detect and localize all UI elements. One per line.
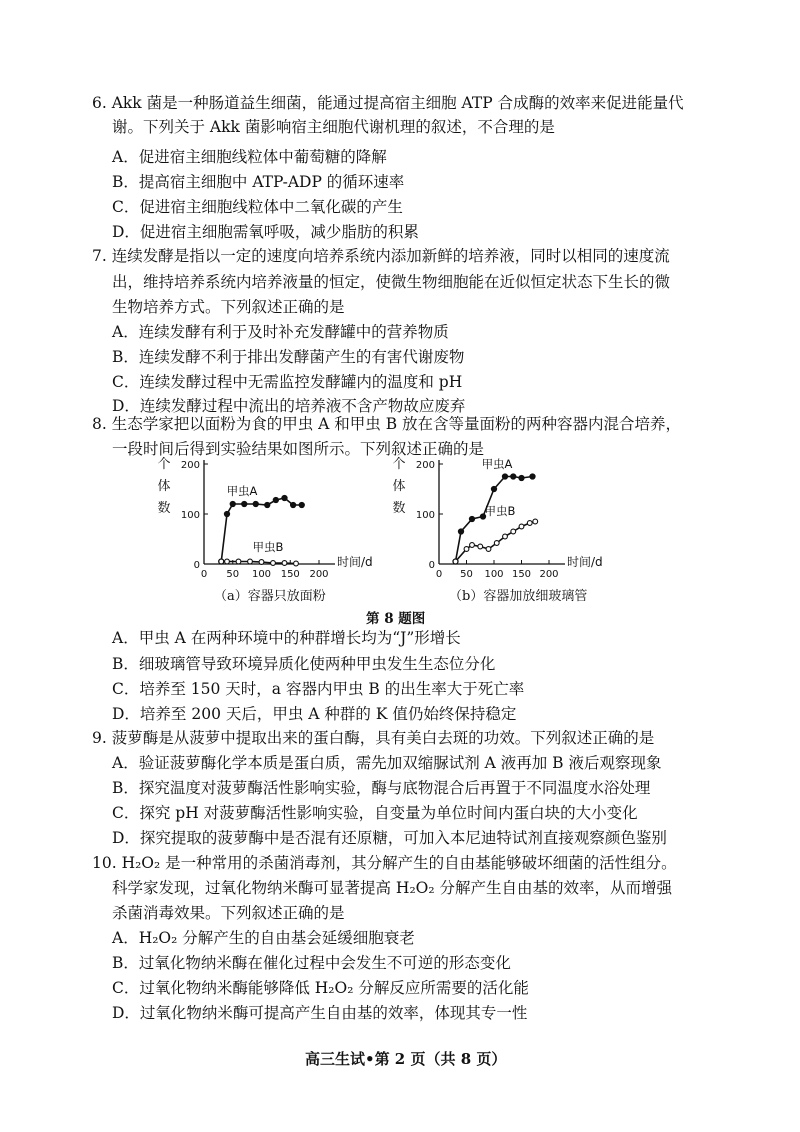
chart-a-point [282, 495, 287, 500]
chart-a-ytick-label: 100 [180, 510, 200, 521]
chart-a-caption: （a）容器只放面粉 [214, 589, 326, 604]
q6-option-b: B．提高宿主细胞中 ATP-ADP 的循环速率 [112, 173, 405, 191]
q10-stem-line1: 10. H₂O₂ 是一种常用的杀菌消毒剂，其分解产生的自由基能够破坏细菌的活性组分。 [92, 854, 677, 872]
chart-a-point [259, 560, 264, 565]
chart-b-point [458, 529, 463, 534]
chart-b-ytick-label: 200 [415, 460, 435, 471]
chart-a-series-label: 甲虫B [252, 540, 284, 554]
chart-b-ylabel-char: 体 [392, 479, 406, 494]
chart-b-xtick-label: 200 [539, 569, 559, 580]
chart-a-point [230, 501, 235, 506]
chart-a-ytick-label: 0 [193, 560, 200, 571]
q6-stem-line2: 谢。下列关于 Akk 菌影响宿主细胞代谢机理的叙述，不合理的是 [112, 118, 555, 136]
chart-b-xtick-label: 150 [511, 569, 532, 580]
chart-b-series-label: 甲虫A [481, 457, 513, 471]
q10-option-c: C．过氧化物纳米酶能够降低 H₂O₂ 分解反应所需要的活化能 [112, 979, 529, 997]
q6-stem-line1: 6. Akk 菌是一种肠道益生细菌，能通过提高宿主细胞 ATP 合成酶的效率来促进能量代 [92, 94, 684, 112]
chart-b-point [527, 521, 532, 526]
q6-option-c: C．促进宿主细胞线粒体中二氧化碳的产生 [112, 198, 403, 216]
chart-b-point [470, 543, 475, 548]
q9-option-a: A．验证菠萝酶化学本质是蛋白质，需先加双缩脲试剂 A 液再加 B 液后观察现象 [112, 754, 662, 772]
chart-b-caption: （b）容器加放细玻璃管 [449, 589, 588, 604]
chart-a-point [236, 559, 241, 564]
q7-option-a: A．连续发酵有利于及时补充发酵罐中的营养物质 [112, 323, 449, 341]
chart-a-xtick-label: 200 [309, 569, 329, 580]
q8-option-a: A．甲虫 A 在两种环境中的种群增长均为“J”形增长 [112, 629, 461, 647]
chart-b-point [519, 524, 524, 529]
q6-option-a: A．促进宿主细胞线粒体中葡萄糖的降解 [112, 148, 387, 166]
chart-b-point [453, 559, 458, 564]
q10-stem-line2: 科学家发现，过氧化物纳米酶可显著提高 H₂O₂ 分解产生自由基的效率，从而增强 [112, 879, 673, 897]
chart-b-point [519, 475, 524, 480]
chart-a-ylabel-char: 个 [157, 457, 171, 472]
chart-a-point [225, 559, 230, 564]
chart-b-point [491, 486, 496, 491]
chart-b-xlabel: 时间/d [567, 555, 603, 569]
chart-b-xtick-label: 50 [460, 569, 473, 580]
chart-a-point [265, 502, 270, 507]
chart-a-point [219, 559, 224, 564]
chart-a-ylabel-char: 数 [157, 501, 171, 516]
chart-a-series-label: 甲虫A [226, 484, 258, 498]
chart-a-point [299, 502, 304, 507]
q8-stem-line1: 8. 生态学家把以面粉为食的甲虫 A 和甲虫 B 放在含等量面粉的两种容器内混合培养， [92, 415, 682, 433]
chart-a-xlabel: 时间/d [337, 555, 373, 569]
chart-a-ylabel-char: 体 [157, 479, 171, 494]
q7-stem-line1: 7. 连续发酵是指以一定的速度向培养系统内添加新鲜的培养液，同时以相同的速度流 [92, 247, 670, 265]
chart-b-point [503, 534, 508, 539]
chart-a-xtick-label: 0 [200, 569, 208, 580]
chart-b [385, 455, 625, 585]
q10-stem-line3: 杀菌消毒效果。下列叙述正确的是 [112, 904, 345, 922]
chart-a-xtick-label: 100 [251, 569, 272, 580]
q7-option-c: C．连续发酵过程中无需监控发酵罐内的温度和 pH [112, 373, 463, 391]
q9-option-b: B．探究温度对菠萝酶活性影响实验，酶与底物混合后再置于不同温度水浴处理 [112, 779, 651, 797]
figure-title: 第 8 题图 [366, 611, 426, 627]
q7-stem-line3: 生物培养方式。下列叙述正确的是 [112, 298, 345, 316]
chart-b-xtick-label: 0 [435, 569, 443, 580]
chart-a-point [282, 561, 287, 566]
chart-b-point [478, 544, 483, 549]
chart-b-point [530, 474, 535, 479]
chart-b-ytick-label: 0 [428, 560, 435, 571]
q8-stem-line2: 一段时间后得到实验结果如图所示。下列叙述正确的是 [112, 440, 485, 458]
chart-a-xtick-label: 50 [226, 569, 240, 580]
chart-b-point [533, 519, 538, 524]
chart-a-point [242, 501, 247, 506]
chart-b-ytick-label: 100 [415, 510, 435, 521]
page-footer: 高三生试•第 2 页（共 8 页） [305, 1050, 507, 1068]
chart-b-point [469, 516, 474, 521]
chart-b-point [511, 474, 516, 479]
q8-option-d: D．培养至 200 天后，甲虫 A 种群的 K 值仍始终保持稳定 [112, 705, 517, 723]
chart-b-point [486, 547, 491, 552]
q8-option-c: C．培养至 150 天时，a 容器内甲虫 B 的出生率大于死亡率 [112, 680, 525, 698]
q10-option-b: B．过氧化物纳米酶在催化过程中会发生不可逆的形态变化 [112, 954, 511, 972]
chart-b-point [511, 529, 516, 534]
q9-option-c: C．探究 pH 对菠萝酶活性影响实验，自变量为单位时间内蛋白块的大小变化 [112, 804, 638, 822]
chart-a-point [271, 561, 276, 566]
chart-a-point [273, 497, 278, 502]
q10-option-a: A．H₂O₂ 分解产生的自由基会延缓细胞衰老 [112, 929, 415, 947]
chart-a-point [253, 501, 258, 506]
chart-a-xtick-label: 150 [280, 569, 300, 580]
q7-stem-line2: 出，维持培养系统内培养液量的恒定，使微生物细胞能在近似恒定状态下生长的微 [112, 273, 671, 291]
q9-option-d: D．探究提取的菠萝酶中是否混有还原糖，可加入本尼迪特试剂直接观察颜色鉴别 [112, 829, 667, 847]
chart-a-ytick-label: 200 [180, 460, 200, 471]
chart-b-ylabel-char: 个 [392, 457, 406, 472]
chart-b-point [464, 547, 469, 552]
chart-a-point [224, 511, 229, 516]
q7-option-d: D．连续发酵过程中流出的培养液不含产物故应废弃 [112, 397, 466, 415]
q6-option-d: D．促进宿主细胞需氧呼吸，减少脂肪的积累 [112, 223, 419, 241]
q8-option-b: B．细玻璃管导致环境异质化使两种甲虫发生生态位分化 [112, 655, 496, 673]
chart-a-point [248, 559, 253, 564]
chart-b-point [502, 474, 507, 479]
q10-option-d: D．过氧化物纳米酶可提高产生自由基的效率，体现其专一性 [112, 1004, 528, 1022]
chart-b-series-label: 甲虫B [484, 504, 516, 518]
chart-a-point [291, 502, 296, 507]
chart-b-xtick-label: 100 [484, 569, 504, 580]
chart-b-ylabel-char: 数 [392, 501, 406, 516]
chart-b-point [494, 541, 499, 546]
q7-option-b: B．连续发酵不利于排出发酵菌产生的有害代谢废物 [112, 348, 465, 366]
chart-a [150, 455, 380, 585]
chart-a-point [294, 561, 299, 566]
q9-stem-line1: 9. 菠萝酶是从菠萝中提取出来的蛋白酶，具有美白去斑的功效。下列叙述正确的是 [92, 729, 655, 747]
